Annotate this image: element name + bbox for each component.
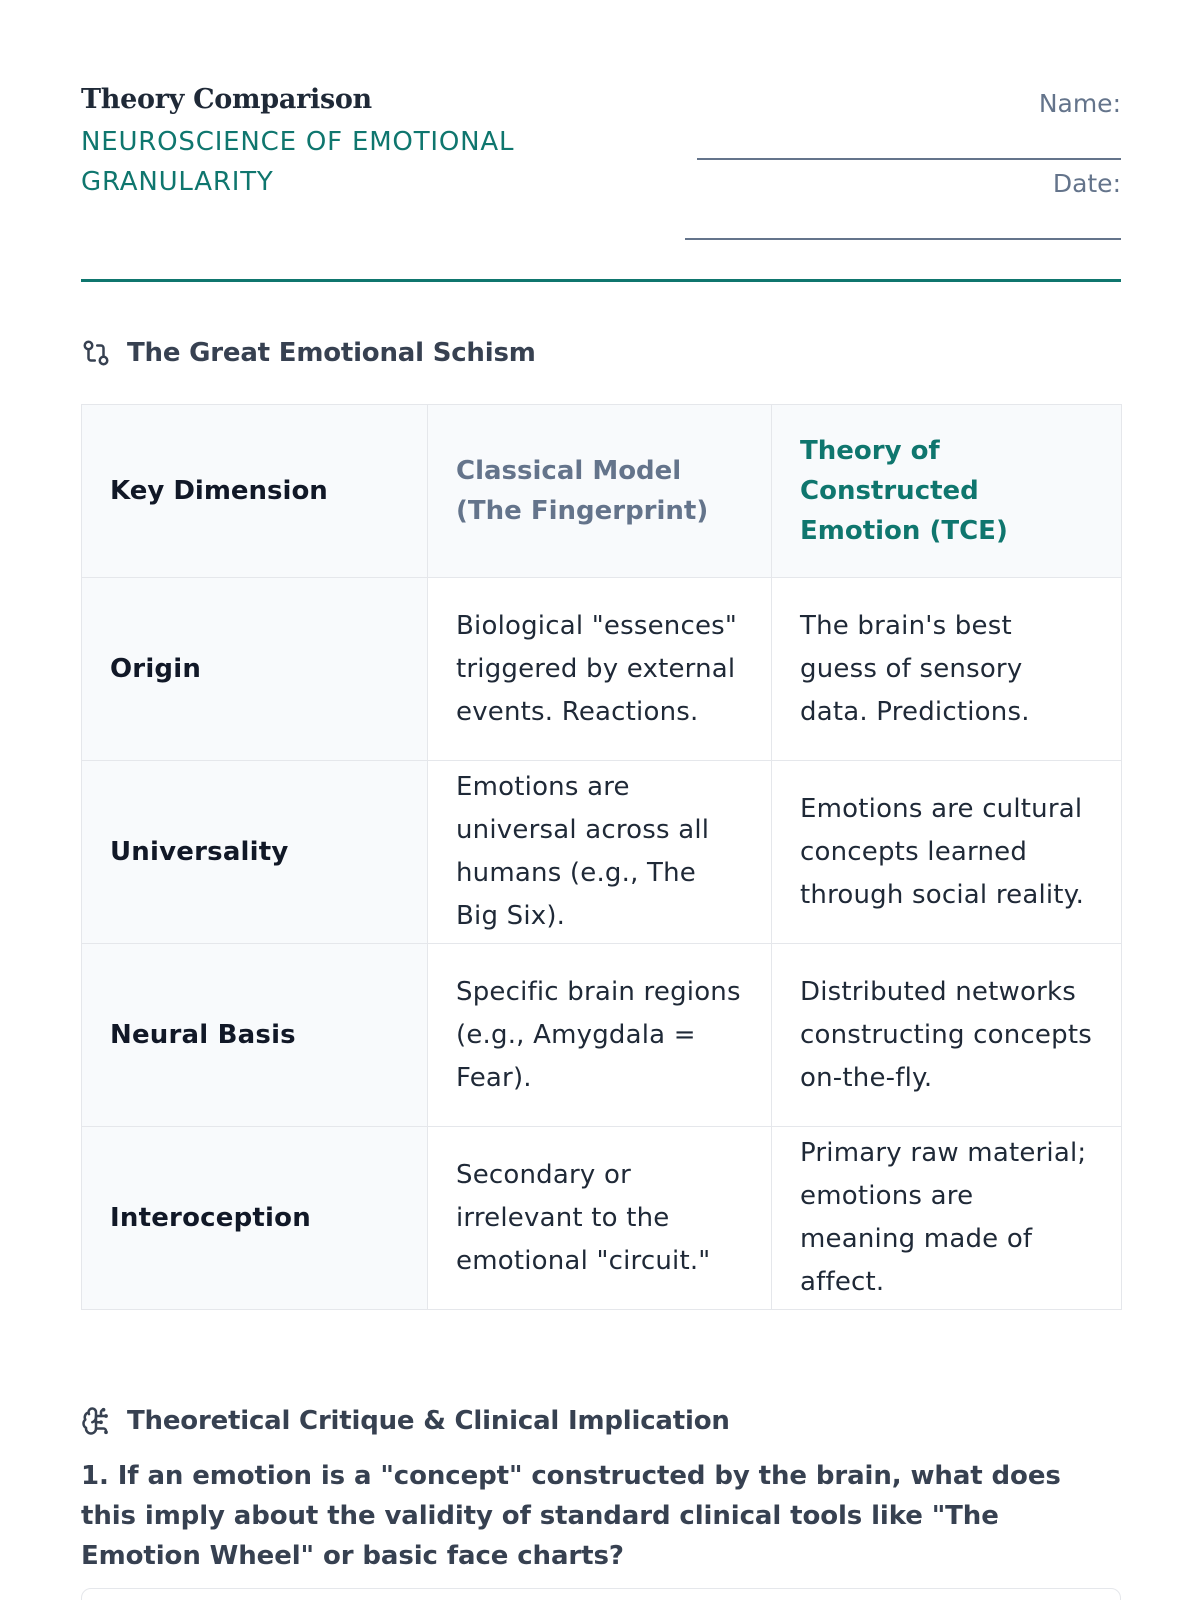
row-tce: The brain's best guess of sensory data. Predictions.: [772, 578, 1122, 761]
row-classical: Secondary or irrelevant to the emotional "circuit.": [428, 1127, 772, 1310]
column-header-dimension: Key Dimension: [82, 405, 428, 578]
section-title: The Great Emotional Schism: [127, 338, 536, 368]
row-classical: Specific brain regions (e.g., Amygdala = Fear).: [428, 944, 772, 1127]
git-compare-icon: [81, 338, 111, 368]
worksheet-header: [81, 80, 1121, 280]
name-field[interactable]: [697, 124, 1121, 160]
row-tce: Primary raw material; emotions are meaning made of affect.: [772, 1127, 1122, 1310]
answer-box-1[interactable]: [81, 1588, 1121, 1600]
row-classical: Biological "essences" triggered by external events. Reactions.: [428, 578, 772, 761]
row-dimension: Interoception: [82, 1127, 428, 1310]
question-1: 1. If an emotion is a "concept" constructed by the brain, what does this imply about the validity of standard clinical tools like "The Emotion Wheel" or basic face charts?: [81, 1461, 1061, 1571]
worksheet-page: [81, 80, 1121, 1571]
row-dimension: Neural Basis: [82, 944, 428, 1127]
comparison-table: [81, 404, 1122, 1310]
column-header-tce: Theory of Constructed Emotion (TCE): [772, 405, 1122, 578]
column-header-classical: Classical Model (The Fingerprint): [428, 405, 772, 578]
table-row: [82, 944, 1122, 1127]
date-field[interactable]: [685, 204, 1121, 240]
section-heading-critique: [81, 1406, 730, 1436]
table-row: [82, 761, 1122, 944]
name-label: Name:: [1038, 89, 1121, 118]
row-tce: Emotions are cultural concepts learned through social reality.: [772, 761, 1122, 944]
brain-icon: [81, 1406, 111, 1436]
table-header-row: [82, 405, 1122, 578]
row-dimension: Universality: [82, 761, 428, 944]
section-heading-schism: [81, 338, 536, 368]
row-tce: Distributed networks constructing concepts on-the-fly.: [772, 944, 1122, 1127]
document-subtitle: NEUROSCIENCE OF EMOTIONAL GRANULARITY: [81, 127, 515, 197]
meta-fields: [681, 80, 1121, 240]
table-row: [82, 578, 1122, 761]
date-label: Date:: [1052, 169, 1121, 198]
row-dimension: Origin: [82, 578, 428, 761]
header-divider: [81, 279, 1121, 282]
document-title: Theory Comparison: [81, 84, 372, 115]
row-classical: Emotions are universal across all humans (e.g., The Big Six).: [428, 761, 772, 944]
table-row: [82, 1127, 1122, 1310]
section-title: Theoretical Critique & Clinical Implication: [127, 1406, 730, 1436]
